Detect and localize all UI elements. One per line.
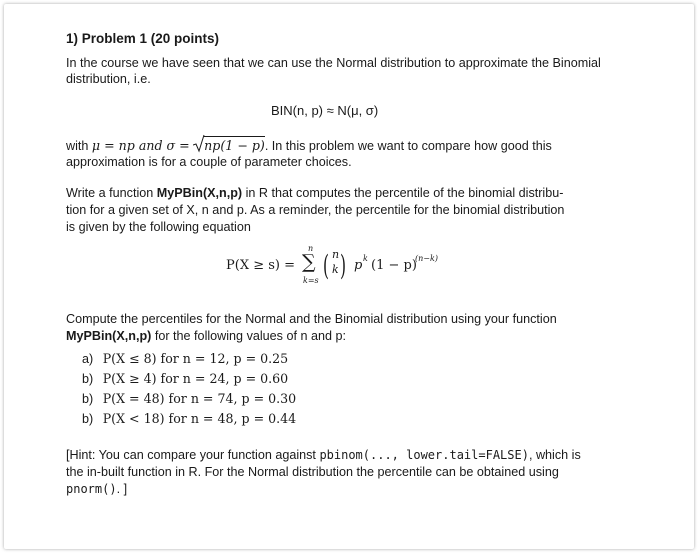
eq-mid-exponent: (n−k) xyxy=(415,254,438,263)
compute-line-2 xyxy=(66,328,346,345)
left-paren-icon: ( xyxy=(323,249,330,282)
list-item-label: a) xyxy=(82,352,94,366)
write-line-3: is given by the following equation xyxy=(66,220,251,234)
list-item-text: P(X < 18) for n = 48, p = 0.44 xyxy=(102,411,297,426)
list-item xyxy=(82,390,296,408)
eq-p-exponent: k xyxy=(363,254,368,263)
hint-line-2: the in-built function in R. For the Normal distribution the percentile can be obtained using xyxy=(66,465,559,479)
hint-code-pnorm: pnorm() xyxy=(66,482,117,496)
binom-n: n xyxy=(332,248,340,261)
eq-sum-bottom: k=s xyxy=(303,276,319,285)
hint-line-3 xyxy=(66,481,127,498)
compute-line-1: Compute the percentiles for the Normal and the Binomial distribution using your function xyxy=(66,312,557,326)
write-line-1-tail: in R that computes the percentile of the binomial distribu- xyxy=(245,186,564,200)
approx-formula: BIN(n, p) ≈ N(μ, σ) xyxy=(271,103,379,118)
eq-mid: (1 − p) xyxy=(371,258,417,273)
with-word: with xyxy=(66,139,89,153)
list-item-label: b) xyxy=(82,372,94,386)
write-line-2: tion for a given set of X, n and p. As a reminder, the percentile for the binomial distribution xyxy=(66,203,565,217)
list-item-label: b) xyxy=(82,412,94,426)
hint-line-1-head: [Hint: You can compare your function against xyxy=(66,448,316,462)
sqrt-radicand: np(1 − p) xyxy=(204,138,265,153)
right-paren-icon: ) xyxy=(340,249,347,282)
document-page xyxy=(4,4,694,549)
hint-line-1 xyxy=(66,447,581,464)
eq-p: p xyxy=(354,258,363,273)
write-line-1-head: Write a function xyxy=(66,186,154,200)
with-line-1 xyxy=(66,137,552,155)
compute-function-name: MyPBin(X,n,p) xyxy=(66,329,152,343)
list-item-text: P(X ≤ 8) for n = 12, p = 0.25 xyxy=(102,351,289,366)
list-item xyxy=(82,410,296,428)
function-name: MyPBin(X,n,p) xyxy=(156,186,243,200)
problem-heading: 1) Problem 1 (20 points) xyxy=(66,31,220,46)
sqrt-expression xyxy=(193,137,265,155)
sigma-sum-icon: ∑ xyxy=(302,251,316,273)
list-item xyxy=(82,370,288,388)
with-line-1-tail: . In this problem we want to compare how good this xyxy=(264,139,552,153)
intro-line-2: distribution, i.e. xyxy=(66,72,151,86)
list-item xyxy=(82,350,288,368)
mu-sigma-expression: μ = np and σ = xyxy=(91,138,190,153)
eq-lhs: P(X ≥ s) = xyxy=(226,258,295,273)
hint-line-1-tail: , which is xyxy=(528,448,581,462)
with-line-2: approximation is for a couple of parameter choices. xyxy=(66,155,352,169)
sqrt-symbol-icon xyxy=(193,134,205,153)
binom-k: k xyxy=(332,263,339,276)
list-item-text: P(X ≥ 4) for n = 24, p = 0.60 xyxy=(102,371,289,386)
list-item-text: P(X = 48) for n = 74, p = 0.30 xyxy=(102,391,297,406)
compute-line-2-tail: for the following values of n and p: xyxy=(154,329,346,343)
hint-code-pbinom: pbinom(..., lower.tail=FALSE) xyxy=(319,448,529,462)
list-item-label: b) xyxy=(82,392,94,406)
write-line-1 xyxy=(66,185,563,202)
intro-line-1: In the course we have seen that we can use the Normal distribution to approximate the Binomial xyxy=(66,56,601,70)
hint-line-3-tail: . ] xyxy=(116,482,128,496)
eq-sum-top: n xyxy=(308,244,314,253)
